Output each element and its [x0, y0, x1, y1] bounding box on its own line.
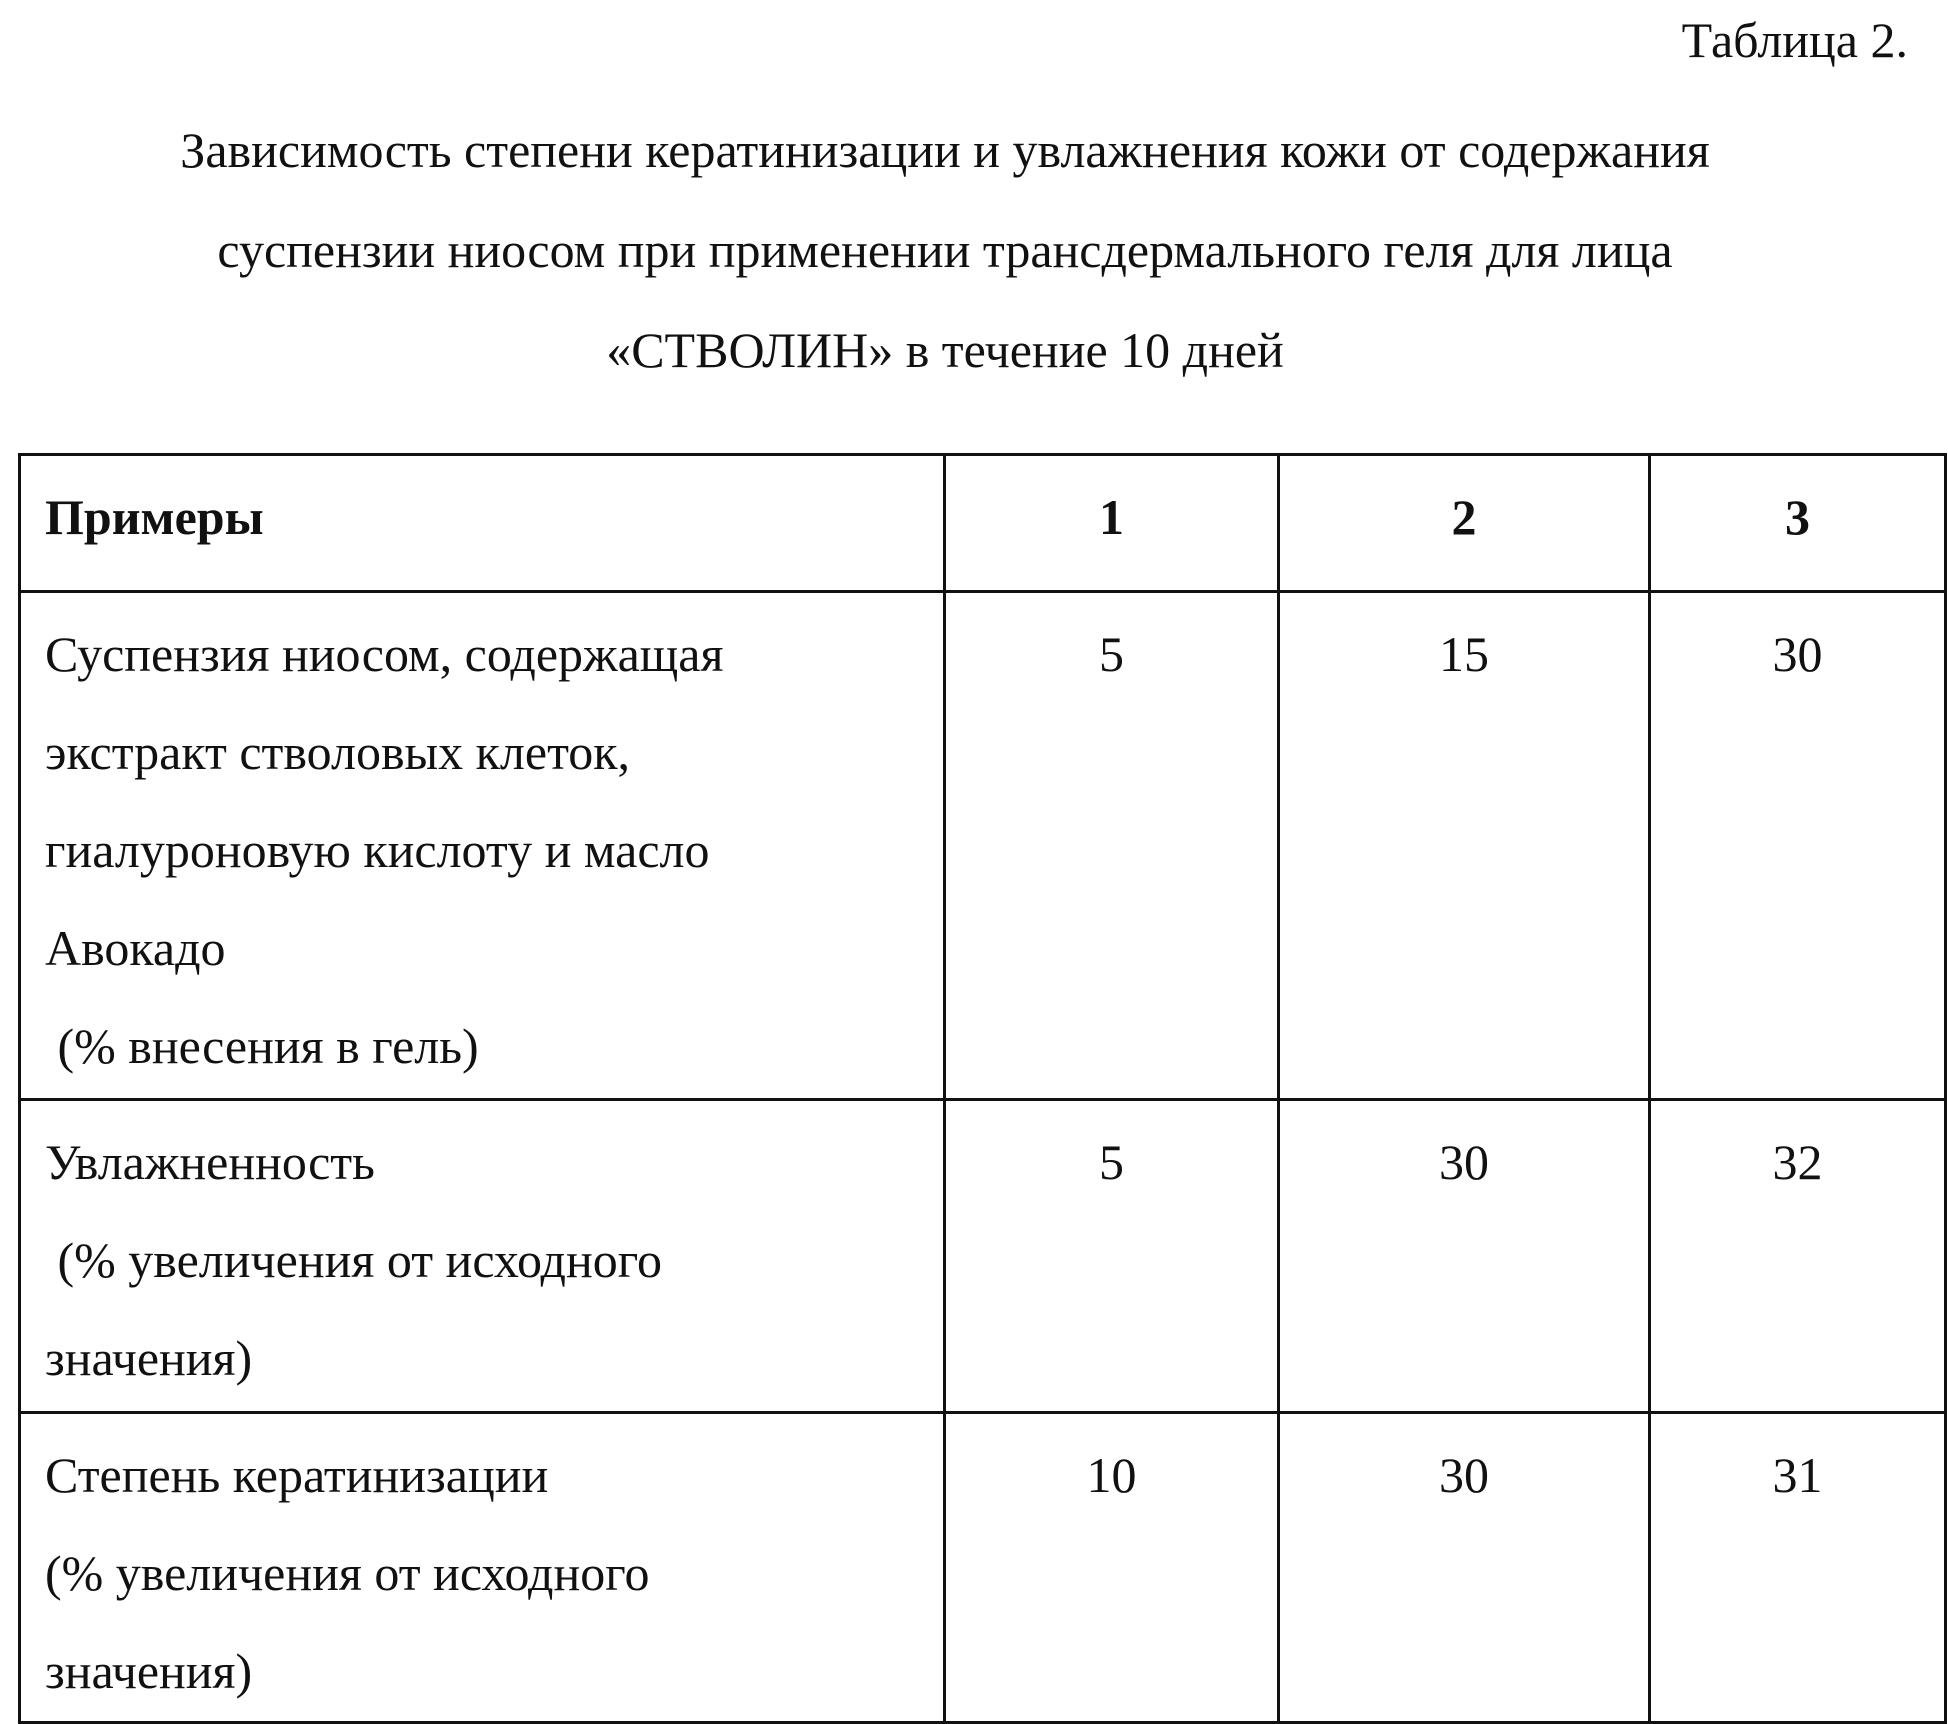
value-text: 31: [1772, 1447, 1823, 1503]
row-label-cell: [20, 592, 945, 1100]
row-label-line: экстракт стволовых клеток,: [45, 724, 631, 780]
value-cell: [1279, 1100, 1650, 1413]
row-label-line: (% внесения в гель): [45, 1018, 479, 1074]
value-text: 30: [1772, 626, 1823, 682]
header-cell-example-1: [945, 455, 1279, 592]
table-row: [20, 1413, 1946, 1723]
table-row: [20, 1100, 1946, 1413]
caption-line: Зависимость степени кератинизации и увлажнения кожи от содержания: [180, 122, 1710, 178]
row-label-line: гиалуроновую кислоту и масло: [45, 822, 710, 878]
value-cell: [945, 592, 1279, 1100]
row-label-line: Авокадо: [45, 920, 226, 976]
value-text: 30: [1439, 1134, 1489, 1190]
row-label-line: Увлажненность: [45, 1134, 375, 1190]
caption-line: суспензии ниосом при применении трансдермального геля для лица: [217, 222, 1673, 278]
table-row: [20, 592, 1946, 1100]
value-cell: [1279, 592, 1650, 1100]
header-cell-example-3: [1650, 455, 1946, 592]
row-label-line: (% увеличения от исходного: [45, 1232, 662, 1288]
value-cell: [1650, 592, 1946, 1100]
value-cell: [1279, 1413, 1650, 1723]
row-label-line: Степень кератинизации: [45, 1447, 549, 1503]
value-text: 5: [1099, 626, 1124, 682]
row-label-line: значения): [45, 1330, 253, 1386]
value-text: 30: [1439, 1447, 1489, 1503]
value-cell: [945, 1413, 1279, 1723]
data-table: [18, 453, 1947, 1724]
caption-line: «СТВОЛИН» в течение 10 дней: [606, 322, 1284, 378]
header-column-text: 3: [1785, 489, 1810, 545]
row-label-line: значения): [45, 1643, 253, 1699]
value-cell: [945, 1100, 1279, 1413]
row-label-cell: [20, 1100, 945, 1413]
row-label-line: Суспензия ниосом, содержащая: [45, 626, 724, 682]
value-text: 5: [1099, 1134, 1124, 1190]
row-label-cell: [20, 1413, 945, 1723]
value-cell: [1650, 1413, 1946, 1723]
header-cell-example-2: [1279, 455, 1650, 592]
header-cell-label: [20, 455, 945, 592]
header-column-text: 1: [1099, 489, 1124, 545]
value-text: 10: [1086, 1447, 1137, 1503]
value-cell: [1650, 1100, 1946, 1413]
value-text: 32: [1772, 1134, 1823, 1190]
table-header-row: [20, 455, 1946, 592]
table-number-label: Таблица 2.: [1681, 12, 1908, 68]
header-column-text: 2: [1451, 489, 1477, 545]
header-label-text: Примеры: [45, 489, 264, 545]
value-text: 15: [1439, 626, 1489, 682]
table-caption: [30, 100, 1860, 400]
row-label-line: (% увеличения от исходного: [45, 1545, 650, 1601]
